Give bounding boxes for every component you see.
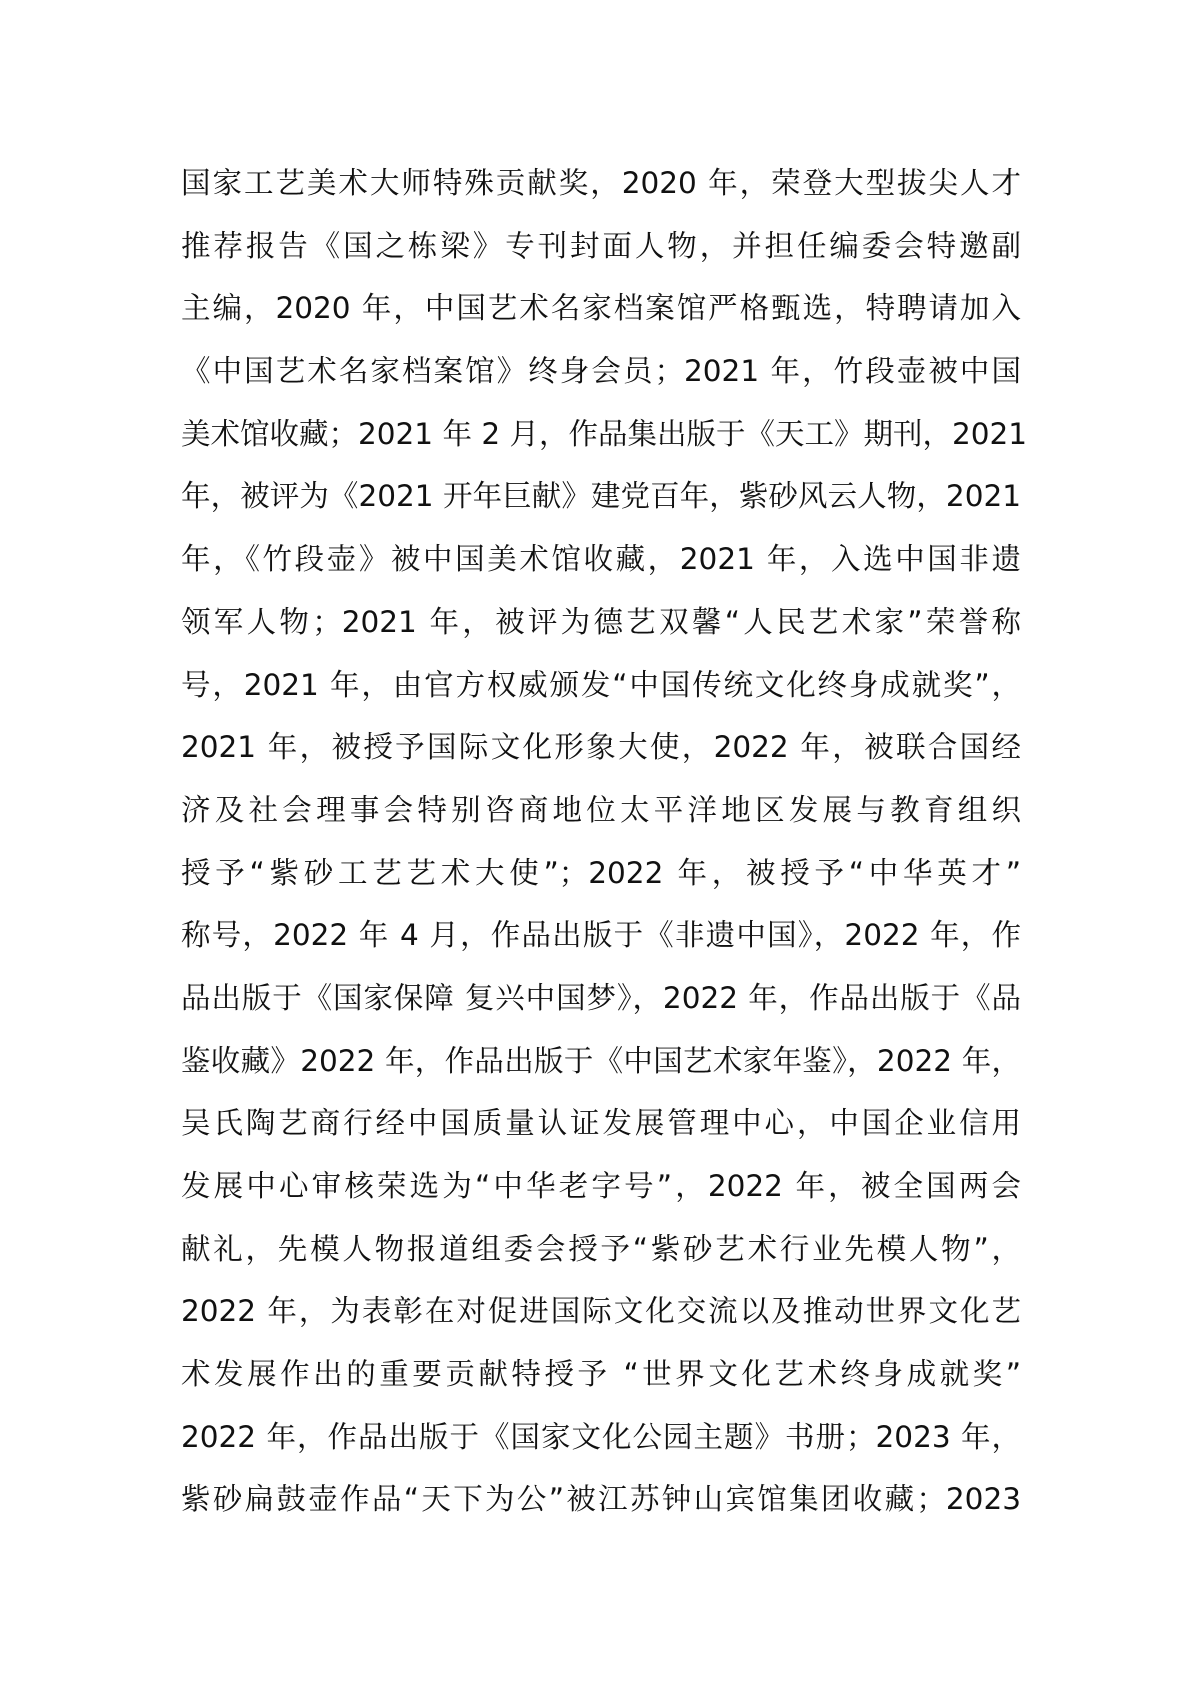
text-line: 美术馆收藏；2021 年 2 月，作品集出版于《天工》期刊，2021 bbox=[181, 416, 1028, 451]
text-line: 2021 年，被授予国际文化形象大使，2022 年，被联合国经 bbox=[181, 730, 1021, 765]
text-line: 吴氏陶艺商行经中国质量认证发展管理中心，中国企业信用 bbox=[181, 1106, 1021, 1141]
text-line: 发展中心审核荣选为“中华老字号”，2022 年，被全国两会 bbox=[181, 1169, 1021, 1203]
text-line: 主编，2020 年，中国艺术名家档案馆严格甄选，特聘请加入 bbox=[181, 291, 1021, 326]
text-line: 2022 年，作品出版于《国家文化公园主题》书册；2023 年， bbox=[181, 1419, 1021, 1454]
text-line: 领军人物；2021 年，被评为德艺双馨“人民艺术家”荣誉称 bbox=[181, 604, 1021, 639]
text-line: 品出版于《国家保障 复兴中国梦》，2022 年，作品出版于《品 bbox=[181, 980, 1021, 1015]
text-line: 授予“紫砂工艺艺术大使”；2022 年，被授予“中华英才” bbox=[181, 855, 1021, 890]
body-paragraph bbox=[181, 152, 1028, 1531]
text-line: 术发展作出的重要贡献特授予 “世界文化艺术终身成就奖” bbox=[181, 1357, 1021, 1392]
text-line: 号，2021 年，由官方权威颁发“中国传统文化终身成就奖”， bbox=[181, 667, 1021, 702]
text-line: 献礼，先模人物报道组委会授予“紫砂艺术行业先模人物”， bbox=[181, 1231, 1021, 1266]
text-line: 2022 年，为表彰在对促进国际文化交流以及推动世界文化艺 bbox=[181, 1294, 1021, 1329]
text-line: 鉴收藏》2022 年，作品出版于《中国艺术家年鉴》，2022 年， bbox=[181, 1043, 1021, 1078]
text-line: 年，《竹段壶》被中国美术馆收藏，2021 年，入选中国非遗 bbox=[181, 542, 1021, 577]
text-line: 称号，2022 年 4 月，作品出版于《非遗中国》，2022 年，作 bbox=[181, 918, 1021, 953]
text-line: 济及社会理事会特别咨商地位太平洋地区发展与教育组织 bbox=[181, 792, 1021, 827]
text-line: 国家工艺美术大师特殊贡献奖，2020 年，荣登大型拔尖人才 bbox=[181, 166, 1021, 200]
text-line: 推荐报告《国之栋梁》专刊封面人物，并担任编委会特邀副 bbox=[181, 228, 1021, 263]
text-line: 紫砂扁鼓壶作品“天下为公”被江苏钟山宾馆集团收藏；2023 bbox=[181, 1482, 1021, 1517]
text-line: 《中国艺术名家档案馆》终身会员；2021 年，竹段壶被中国 bbox=[181, 354, 1021, 389]
text-line: 年，被评为《2021 开年巨献》建党百年，紫砂风云人物，2021 bbox=[181, 479, 1021, 514]
